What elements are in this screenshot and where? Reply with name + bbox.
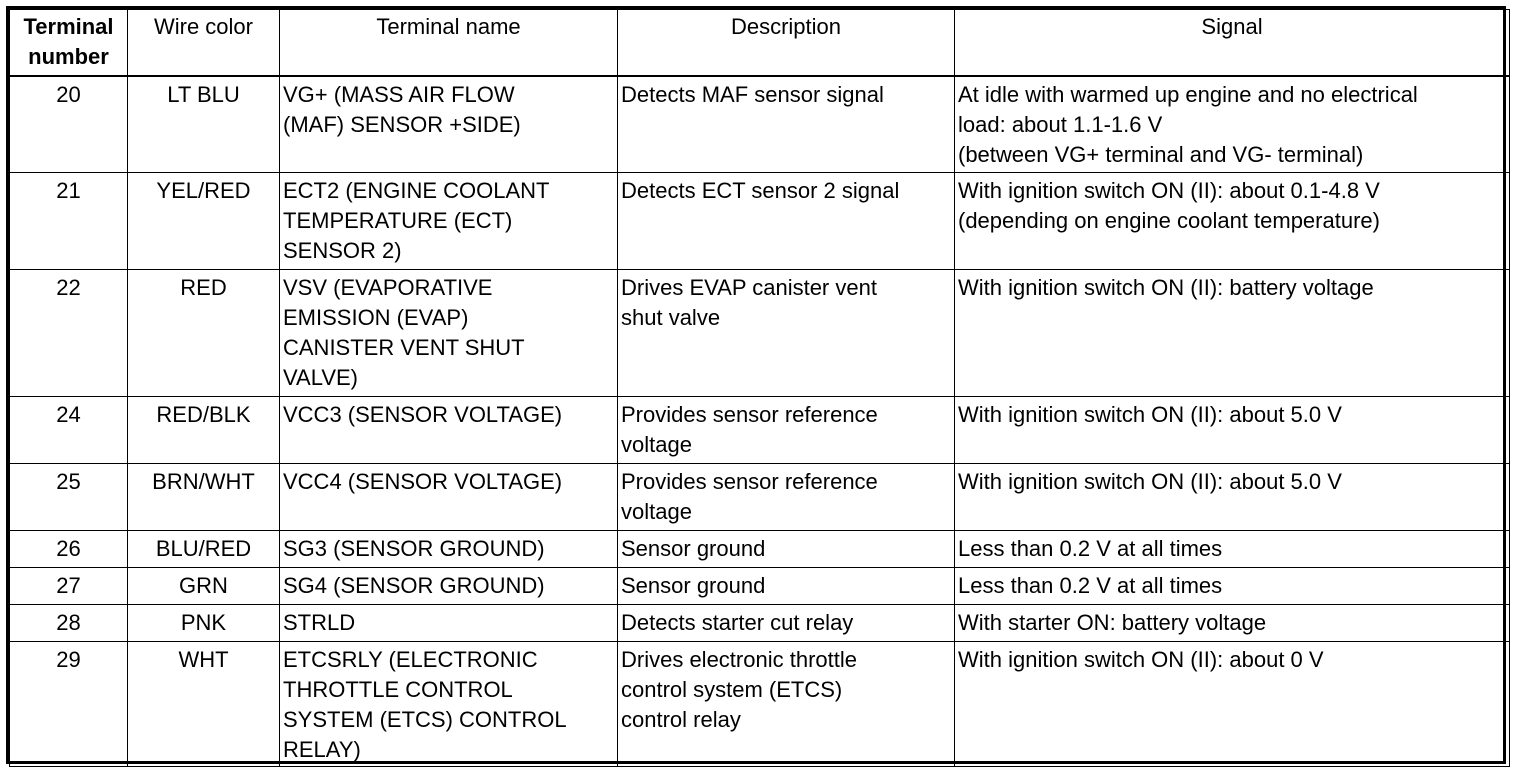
terminal-name-cell: VG+ (MASS AIR FLOW (MAF) SENSOR +SIDE) — [280, 76, 618, 173]
signal-cell: At idle with warmed up engine and no electrical load: about 1.1-1.6 V (between VG+ terminal and VG- terminal) — [955, 76, 1510, 173]
wire-color-cell: RED — [128, 270, 280, 397]
header-terminal-number: Terminal number — [10, 10, 128, 76]
terminal-name-cell: VCC3 (SENSOR VOLTAGE) — [280, 397, 618, 464]
terminal-name-cell: STRLD — [280, 605, 618, 642]
terminal-table-container — [6, 6, 1506, 764]
description-cell: Detects ECT sensor 2 signal — [618, 173, 955, 270]
terminal-number-cell: 20 — [10, 76, 128, 173]
description-cell: Drives EVAP canister vent shut valve — [618, 270, 955, 397]
terminal-table — [9, 9, 1510, 767]
signal-cell: With ignition switch ON (II): about 0.1-4.8 V (depending on engine coolant temperature) — [955, 173, 1510, 270]
table-row — [10, 642, 1510, 767]
description-cell: Sensor ground — [618, 568, 955, 605]
terminal-number-cell: 25 — [10, 464, 128, 531]
terminal-number-cell: 24 — [10, 397, 128, 464]
wire-color-cell: BLU/RED — [128, 531, 280, 568]
header-row — [10, 10, 1510, 76]
header-wire-color: Wire color — [128, 10, 280, 76]
terminal-number-cell: 26 — [10, 531, 128, 568]
table-row — [10, 568, 1510, 605]
signal-cell: With ignition switch ON (II): about 0 V — [955, 642, 1510, 767]
wire-color-cell: GRN — [128, 568, 280, 605]
header-terminal-name: Terminal name — [280, 10, 618, 76]
signal-cell: With ignition switch ON (II): about 5.0 V — [955, 464, 1510, 531]
terminal-number-cell: 28 — [10, 605, 128, 642]
terminal-name-cell: ETCSRLY (ELECTRONIC THROTTLE CONTROL SYSTEM (ETCS) CONTROL RELAY) — [280, 642, 618, 767]
signal-cell: Less than 0.2 V at all times — [955, 531, 1510, 568]
table-row — [10, 76, 1510, 173]
header-description: Description — [618, 10, 955, 76]
terminal-name-cell: VCC4 (SENSOR VOLTAGE) — [280, 464, 618, 531]
wire-color-cell: LT BLU — [128, 76, 280, 173]
terminal-name-cell: VSV (EVAPORATIVE EMISSION (EVAP) CANISTER VENT SHUT VALVE) — [280, 270, 618, 397]
description-cell: Detects starter cut relay — [618, 605, 955, 642]
table-row — [10, 531, 1510, 568]
description-cell: Detects MAF sensor signal — [618, 76, 955, 173]
header-signal: Signal — [955, 10, 1510, 76]
terminal-name-cell: ECT2 (ENGINE COOLANT TEMPERATURE (ECT) SENSOR 2) — [280, 173, 618, 270]
terminal-number-cell: 27 — [10, 568, 128, 605]
description-cell: Provides sensor reference voltage — [618, 397, 955, 464]
table-row — [10, 270, 1510, 397]
wire-color-cell: WHT — [128, 642, 280, 767]
description-cell: Provides sensor reference voltage — [618, 464, 955, 531]
wire-color-cell: RED/BLK — [128, 397, 280, 464]
description-cell: Drives electronic throttle control system (ETCS) control relay — [618, 642, 955, 767]
wire-color-cell: YEL/RED — [128, 173, 280, 270]
signal-cell: Less than 0.2 V at all times — [955, 568, 1510, 605]
signal-cell: With ignition switch ON (II): about 5.0 V — [955, 397, 1510, 464]
terminal-number-cell: 21 — [10, 173, 128, 270]
table-row — [10, 605, 1510, 642]
terminal-name-cell: SG3 (SENSOR GROUND) — [280, 531, 618, 568]
terminal-number-cell: 22 — [10, 270, 128, 397]
description-cell: Sensor ground — [618, 531, 955, 568]
signal-cell: With starter ON: battery voltage — [955, 605, 1510, 642]
table-row — [10, 173, 1510, 270]
terminal-name-cell: SG4 (SENSOR GROUND) — [280, 568, 618, 605]
table-row — [10, 464, 1510, 531]
signal-cell: With ignition switch ON (II): battery voltage — [955, 270, 1510, 397]
table-row — [10, 397, 1510, 464]
wire-color-cell: BRN/WHT — [128, 464, 280, 531]
terminal-number-cell: 29 — [10, 642, 128, 767]
wire-color-cell: PNK — [128, 605, 280, 642]
